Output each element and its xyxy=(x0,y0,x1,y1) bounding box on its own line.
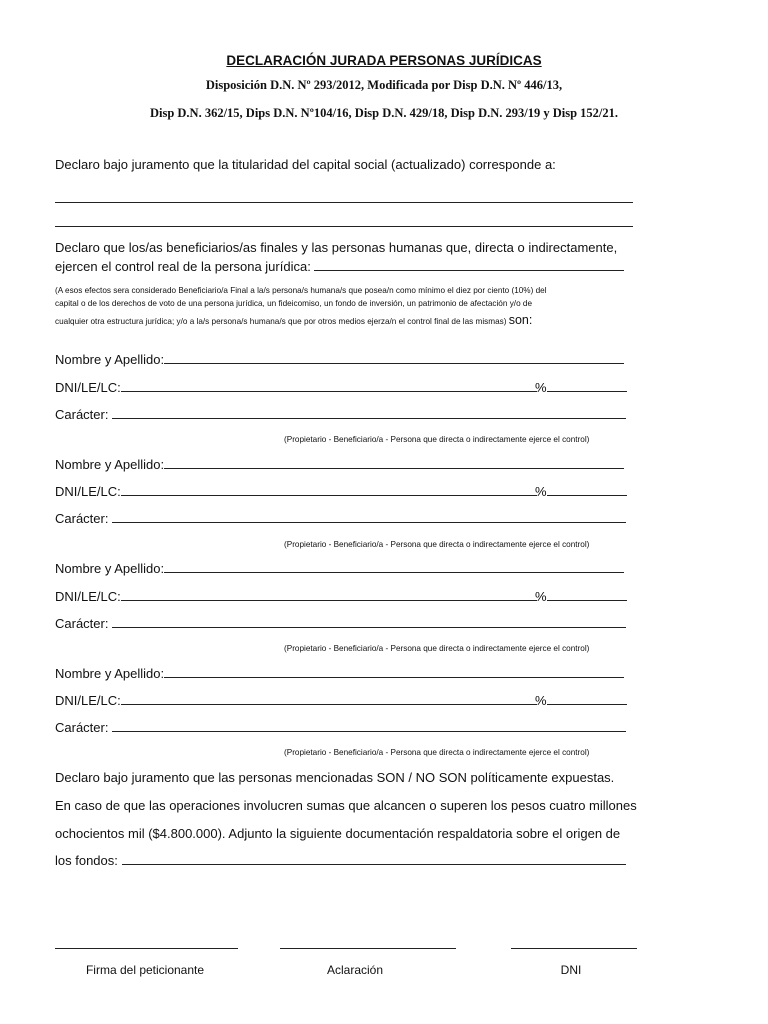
person-1-name-row xyxy=(55,352,624,367)
note-line-1: (A esos efectos sera considerado Beneficiario/a Final a la/s persona/s humana/s que posea/n como mínimo el diez por ciento (10%) del xyxy=(55,286,547,295)
person-1-name-field[interactable] xyxy=(164,352,624,364)
person-4-dni-label: DNI/LE/LC: xyxy=(55,693,121,708)
note-line-3 xyxy=(55,313,532,327)
funds-origin-field[interactable] xyxy=(122,853,626,865)
person-4-character-row xyxy=(55,720,626,735)
person-1-percent-row xyxy=(535,380,627,395)
person-1-dni-row xyxy=(55,380,537,395)
person-4-percent-row xyxy=(535,693,627,708)
document-title: DECLARACIÓN JURADA PERSONAS JURÍDICAS xyxy=(226,53,542,68)
person-2-character-row xyxy=(55,511,626,526)
person-3-character-field[interactable] xyxy=(112,616,626,628)
capital-fill-line-2[interactable] xyxy=(55,226,633,227)
person-3-dni-field[interactable] xyxy=(121,589,537,601)
person-1-percent-field[interactable] xyxy=(547,380,627,392)
person-2-dni-label: DNI/LE/LC: xyxy=(55,484,121,499)
person-2-dni-row xyxy=(55,484,537,499)
person-4-character-field[interactable] xyxy=(112,720,626,732)
note-line-3-text: cualquier otra estructura jurídica; y/o a la/s persona/s humana/s que por otros medios ejerza/n el control final de las mismas) xyxy=(55,317,507,326)
person-3-percent-field[interactable] xyxy=(547,589,627,601)
person-1-name-label: Nombre y Apellido: xyxy=(55,352,165,367)
signature-clarification-label: Aclaración xyxy=(326,963,384,977)
person-4-name-field[interactable] xyxy=(164,666,624,678)
person-1-character-label: Carácter: xyxy=(55,407,109,422)
capital-statement: Declaro bajo juramento que la titularidad del capital social (actualizado) corresponde a: xyxy=(55,157,556,172)
person-3-dni-label: DNI/LE/LC: xyxy=(55,589,121,604)
legal-entity-control-field[interactable] xyxy=(314,259,624,271)
person-3-percent-sign: % xyxy=(535,589,547,604)
funds-statement-line-3 xyxy=(55,853,626,868)
person-1-character-row xyxy=(55,407,626,422)
person-3-character-options: (Propietario - Beneficiario/a - Persona que directa o indirectamente ejerce el control) xyxy=(284,644,590,653)
person-1-character-field[interactable] xyxy=(112,407,626,419)
person-2-percent-sign: % xyxy=(535,484,547,499)
person-3-name-field[interactable] xyxy=(164,561,624,573)
note-son: son: xyxy=(508,313,533,327)
person-1-dni-label: DNI/LE/LC: xyxy=(55,380,121,395)
person-4-name-row xyxy=(55,666,624,681)
subtitle-line-1: Disposición D.N. Nº 293/2012, Modificada por Disp D.N. Nº 446/13, xyxy=(205,78,563,92)
subtitle-line-2: Disp D.N. 362/15, Dips D.N. Nº104/16, Disp D.N. 429/18, Disp D.N. 293/19 y Disp 152/21. xyxy=(149,106,619,120)
signature-petitioner-line[interactable] xyxy=(55,948,238,949)
person-2-character-field[interactable] xyxy=(112,511,626,523)
signature-dni-line[interactable] xyxy=(511,948,637,949)
signature-dni-label: DNI xyxy=(560,963,582,977)
beneficiaries-statement-line-1: Declaro que los/as beneficiarios/as finales y las personas humanas que, directa o indirectamente, xyxy=(55,240,618,255)
person-4-character-label: Carácter: xyxy=(55,720,109,735)
person-3-name-row xyxy=(55,561,624,576)
person-4-percent-sign: % xyxy=(535,693,547,708)
person-3-dni-row xyxy=(55,589,537,604)
person-4-dni-row xyxy=(55,693,537,708)
person-3-percent-row xyxy=(535,589,627,604)
person-2-dni-field[interactable] xyxy=(121,484,537,496)
beneficiaries-label: ejercen el control real de la persona jurídica: xyxy=(55,259,311,274)
person-2-percent-field[interactable] xyxy=(547,484,627,496)
person-2-character-label: Carácter: xyxy=(55,511,109,526)
capital-fill-line-1[interactable] xyxy=(55,202,633,203)
person-4-dni-field[interactable] xyxy=(121,693,537,705)
person-4-name-label: Nombre y Apellido: xyxy=(55,666,165,681)
person-1-character-options: (Propietario - Beneficiario/a - Persona que directa o indirectamente ejerce el control) xyxy=(284,435,590,444)
person-2-name-label: Nombre y Apellido: xyxy=(55,457,165,472)
person-3-character-row xyxy=(55,616,626,631)
person-2-name-field[interactable] xyxy=(164,457,624,469)
person-4-percent-field[interactable] xyxy=(547,693,627,705)
funds-statement-line-1: En caso de que las operaciones involucren sumas que alcancen o superen los pesos cuatro millones xyxy=(55,798,637,813)
signature-clarification-line[interactable] xyxy=(280,948,456,949)
pep-statement: Declaro bajo juramento que las personas mencionadas SON / NO SON políticamente expuestas. xyxy=(55,770,615,785)
person-3-name-label: Nombre y Apellido: xyxy=(55,561,165,576)
signature-petitioner-label: Firma del peticionante xyxy=(85,963,205,977)
person-1-percent-sign: % xyxy=(535,380,547,395)
beneficiaries-statement-line-2 xyxy=(55,259,624,274)
note-line-2: capital o de los derechos de voto de una persona jurídica, un fideicomiso, un fondo de inversión, un patrimonio de afectación y/o de xyxy=(55,299,532,308)
person-2-name-row xyxy=(55,457,624,472)
funds-statement-line-2: ochocientos mil ($4.800.000). Adjunto la siguiente documentación respaldatoria sobre el origen de xyxy=(55,826,621,841)
person-2-percent-row xyxy=(535,484,627,499)
funds-label: los fondos: xyxy=(55,853,118,868)
person-2-character-options: (Propietario - Beneficiario/a - Persona que directa o indirectamente ejerce el control) xyxy=(284,540,590,549)
person-3-character-label: Carácter: xyxy=(55,616,109,631)
person-1-dni-field[interactable] xyxy=(121,380,537,392)
person-4-character-options: (Propietario - Beneficiario/a - Persona que directa o indirectamente ejerce el control) xyxy=(284,748,590,757)
